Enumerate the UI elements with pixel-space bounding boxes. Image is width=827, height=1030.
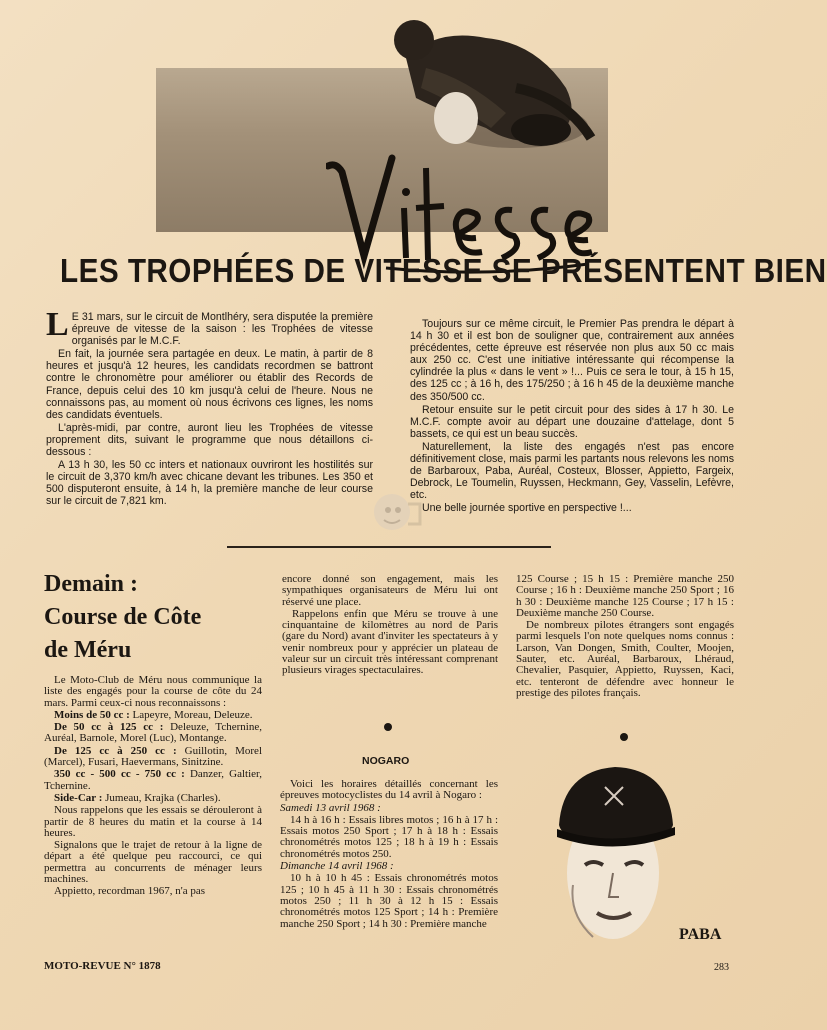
nogaro-schedule: 10 h à 10 h 45 : Essais chronométrés motos 125 ; 10 h 45 à 11 h 30 : Essais chronométrés motos 250 ; 11 h 30 à 12 h 15 : Essais chronométrés motos 125 Sport ; 14 h : Première manche 250 Sport ; 14 h 30 : Première manche: [280, 872, 498, 930]
meru-continued-column: [282, 574, 498, 677]
meru-paragraph: Rappelons enfin que Méru se trouve à une cinquantaine de kilomètres au nord de Paris (gare du Nord) avant d'inviter les spectateurs à y venir nombreux pour y apprécier un plateau de valeur sur un circuit très intéressant comprenant plusieurs virages spectaculaires.: [282, 607, 498, 677]
bullet-icon: [620, 733, 628, 741]
article-left-column: [46, 306, 373, 508]
demain-title: [44, 568, 274, 667]
article-headline: LES TROPHÉES DE VITESSE SE PRÉSENTENT BIEN: [60, 252, 827, 289]
article-paragraph: Naturellement, la liste des engagés n'est pas encore définitivement close, mais parmi les partants nous relevons les noms de Barbaroux, Paba, Auréal, Costeux, Blosser, Appietto, Fargeix, Debrock, Le Toumelin, Ruyssen, Heckmann, Gey, Vasselin, Lefèvre, etc.: [410, 440, 734, 502]
motorcycle-rider-image: [366, 18, 606, 168]
meru-category: De 50 cc à 125 cc : Deleuze, Tchernine, Auréal, Barnole, Morel (Luc), Montange.: [44, 721, 262, 745]
article-right-column: [410, 318, 734, 515]
portrait-caption: PABA: [679, 926, 722, 943]
meru-category: 350 cc - 500 cc - 750 cc : Danzer, Galtier, Tchernine.: [44, 768, 262, 792]
meru-paragraph: Nous rappelons que les essais se dérouleront à partir de 8 heures du matin et la course à 14 heures.: [44, 804, 262, 839]
nogaro-intro: Voici les horaires détaillés concernant les épreuves motocyclistes du 14 avril à Nogaro :: [280, 778, 498, 802]
article-paragraph: Toujours sur ce même circuit, le Premier Pas prendra le départ à 14 h 30 et il est bon de souligner que, contrairement aux années précédentes, cette épreuve est réservée non plus aux 50 cc mais aux 250 cc. C'est une initiative intéressante qui récompense la cylindrée la plus « dans le vent » !... Puis ce sera le tour, à 15 h 15, des 125 cc ; à 16 h, des 175/250 ; à 16 h 45 de la deuxième manche des 350/500 cc.: [410, 318, 734, 403]
meru-column: [44, 675, 262, 898]
nogaro-schedule: 14 h à 16 h : Essais libres motos ; 16 h à 17 h : Essais motos 250 Sport ; 17 h à 18 h : Essais chronométrés motos 125 ; 18 h à 19 h : Essais chronométrés motos 250.: [280, 813, 498, 860]
article-paragraph: L'après-midi, par contre, auront lieu les Trophées de vitesse proprement dits, suivant le programme que nous détaillons ci-dessous :: [46, 421, 373, 459]
bullet-icon: [384, 723, 392, 731]
header-photo: [156, 68, 608, 232]
meru-intro: Le Moto-Club de Méru nous communique la liste des engagés pour la course de côte du 24 mars. Parmi ceux-ci nous reconnaissons :: [44, 674, 262, 709]
article-paragraph: A 13 h 30, les 50 cc inters et nationaux ouvriront les hostilités sur le circuit de 3,370 km/h avec chicane devant les tribunes. Les 350 et 500 disputeront ensuite, à 14 h, la première manche de leur course sur le circuit de 7,821 km.: [46, 459, 373, 508]
article-paragraph: E 31 mars, sur le circuit de Montlhéry, sera disputée la première épreuve de vitesse de la saison : les Trophées de vitesse organisés par le M.C.F.: [71, 311, 373, 348]
meru-paragraph: encore donné son engagement, mais les sympathiques organisateurs de Méru lui ont réservé une place.: [282, 573, 498, 608]
meru-paragraph: Appietto, recordman 1967, n'a pas: [54, 885, 206, 898]
demain-title-line: de Méru: [44, 637, 132, 663]
nogaro-column: [280, 779, 498, 930]
nogaro-heading: NOGARO: [362, 755, 410, 767]
demain-title-line: Course de Côte: [44, 604, 202, 630]
meru-category: Side-Car : Jumeau, Krajka (Charles).: [54, 791, 221, 804]
meru-paragraph: Signalons que le trajet de retour à la ligne de départ a été quelque peu raccourci, ce qui permettra au concurrents de ménager leurs machines.: [44, 839, 262, 886]
paba-portrait-photo: [553, 765, 677, 945]
article-paragraph: Retour ensuite sur le petit circuit pour des sides à 17 h 30. Le M.C.F. compte avoir au départ une douzaine d'attelage, dont 5 bassets, ce qui est un beau succès.: [410, 403, 734, 440]
nogaro-schedule: 125 Course ; 15 h 15 : Première manche 250 Course ; 16 h : Deuxième manche 250 Sport ; 16 h 30 : Deuxième manche 125 Course ; 17 h 15 : Deuxième manche 250 Course.: [516, 573, 734, 619]
article-paragraph: Une belle journée sportive en perspective !...: [422, 502, 632, 515]
nogaro-day: Samedi 13 avril 1968 :: [280, 801, 381, 814]
nogaro-day: Dimanche 14 avril 1968 :: [280, 860, 394, 873]
drop-cap: L: [46, 306, 69, 343]
magazine-footer: MOTO-REVUE N° 1878: [44, 960, 161, 972]
meru-category: Moins de 50 cc : Lapeyre, Moreau, Deleuze.: [54, 708, 253, 721]
page-number: 283: [714, 962, 729, 973]
demain-title-line: Demain :: [44, 571, 138, 597]
section-divider: [227, 546, 551, 548]
meru-category: De 125 cc à 250 cc : Guillotin, Morel (Marcel), Fusari, Haevermans, Sinitzine.: [44, 744, 262, 769]
nogaro-paragraph: De nombreux pilotes étrangers sont engagés parmi lesquels l'on note quelques noms connus : Larson, Van Dongen, Smith, Coulter, Moojen, Sauter, etc. Auréal, Barbaroux, Lhéraud, Chevalier, Pasquier, Appietto, Ruyssen, Kaci, etc. tenteront de défendre avec honneur le prestige des pilotes français.: [516, 619, 734, 699]
nogaro-continued-column: [516, 574, 734, 699]
article-paragraph: En fait, la journée sera partagée en deux. Le matin, à partir de 8 heures et jusqu'à 12 heures, les candidats recordmen se battront contre le chronomètre pour améliorer ou établir des Records de France, depuis celui des 10 km jusqu'à celui de l'heure. Nous ne connaissons pas, au moment où nous écrivons ces lignes, les noms des candidats éventuels.: [46, 348, 373, 421]
